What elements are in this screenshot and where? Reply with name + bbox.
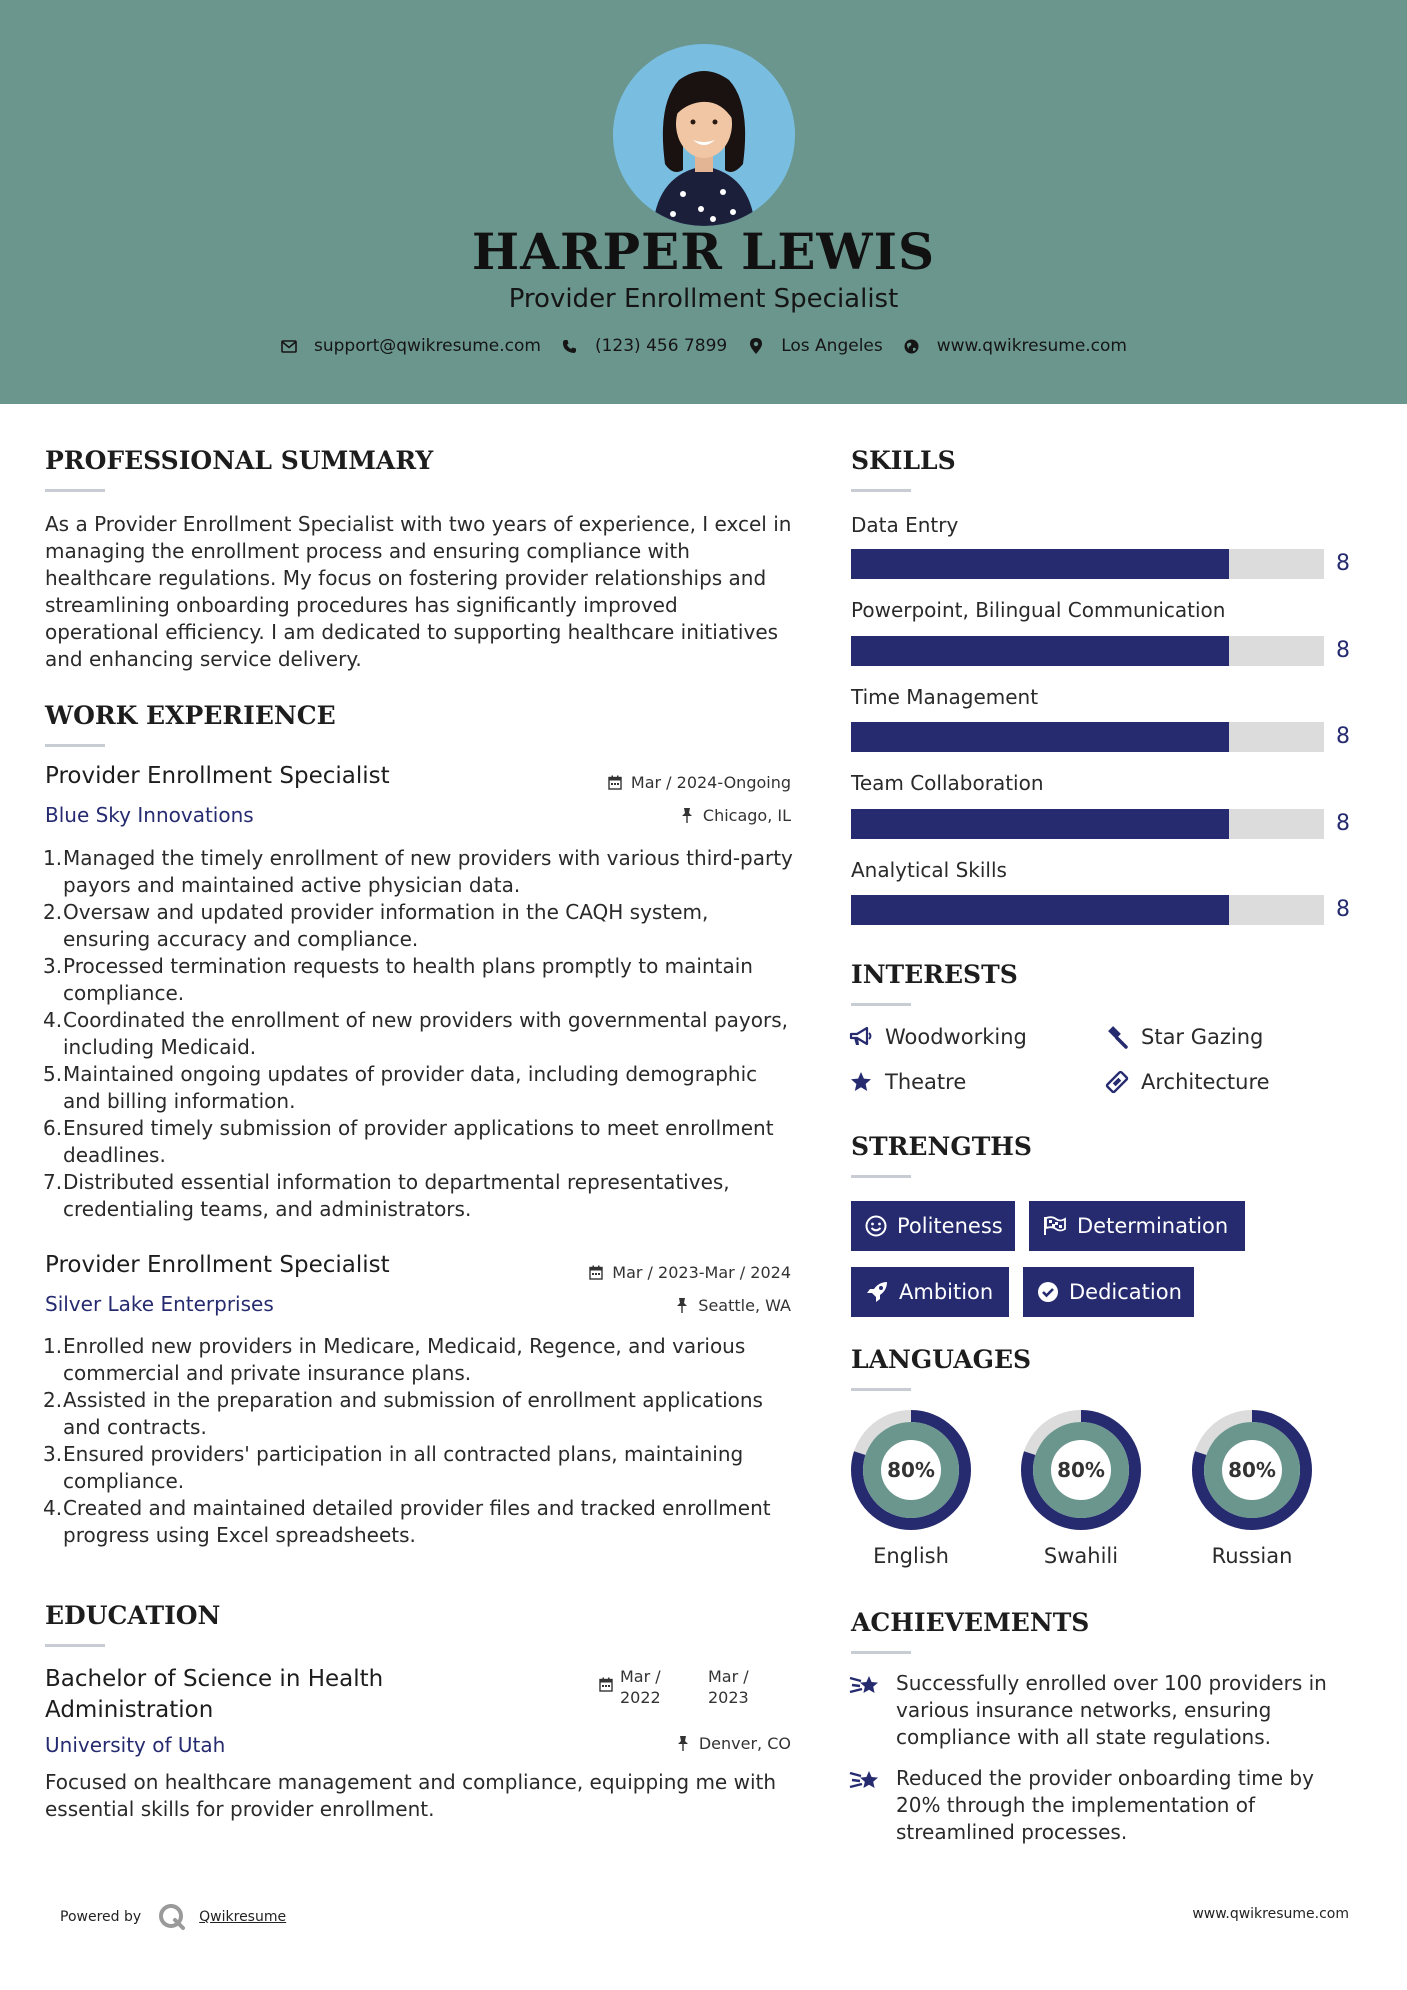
skill-bar-fill bbox=[851, 636, 1229, 666]
skill-value: 8 bbox=[1336, 897, 1350, 922]
experience-heading: WORK EXPERIENCE bbox=[45, 701, 336, 730]
check-circle-icon bbox=[1037, 1280, 1059, 1304]
list-item: 6. Ensured timely submission of provider applications to meet enrollment deadlines. bbox=[43, 1116, 774, 1167]
footer-powered-by bbox=[60, 1902, 286, 1932]
education-school: University of Utah bbox=[45, 1733, 226, 1757]
skills-heading-rule bbox=[851, 489, 911, 492]
skill-bar-fill bbox=[851, 722, 1229, 752]
job-1-title: Provider Enrollment Specialist bbox=[45, 763, 390, 789]
envelope-icon bbox=[280, 337, 298, 355]
interest-item bbox=[1105, 1070, 1270, 1094]
calendar-icon bbox=[607, 775, 623, 791]
gavel-icon bbox=[1105, 1025, 1129, 1049]
shooting-star-icon bbox=[848, 1765, 882, 1799]
interests-heading-rule bbox=[851, 1003, 911, 1006]
skill-value: 8 bbox=[1336, 551, 1350, 576]
star-icon bbox=[849, 1070, 873, 1094]
calendar-icon bbox=[598, 1676, 614, 1692]
job-1-location bbox=[679, 806, 791, 825]
pushpin-icon bbox=[675, 1736, 691, 1752]
languages-heading: LANGUAGES bbox=[851, 1345, 1032, 1374]
job-2-dates bbox=[588, 1263, 791, 1282]
achievement-item bbox=[848, 1670, 1358, 1751]
language-name: Russian bbox=[1211, 1544, 1293, 1568]
skill-bar bbox=[851, 549, 1324, 579]
list-item: 3. Processed termination requests to health plans promptly to maintain compliance. bbox=[43, 954, 753, 1005]
interest-label: Theatre bbox=[885, 1070, 967, 1094]
language-name: Swahili bbox=[1043, 1544, 1119, 1568]
skill-bar bbox=[851, 809, 1324, 839]
skill-value: 8 bbox=[1336, 811, 1350, 836]
calendar-icon bbox=[588, 1265, 604, 1281]
candidate-name: HARPER LEWIS bbox=[471, 222, 936, 281]
list-item: 4. Coordinated the enrollment of new providers with governmental payors, including Medicaid. bbox=[43, 1008, 788, 1059]
strength-label: Ambition bbox=[899, 1280, 994, 1304]
list-item: 2. Assisted in the preparation and submission of enrollment applications and contracts. bbox=[43, 1388, 763, 1439]
job-2-title: Provider Enrollment Specialist bbox=[45, 1252, 390, 1278]
rocket-icon bbox=[865, 1280, 889, 1304]
achievements-heading: ACHIEVEMENTS bbox=[851, 1608, 1090, 1637]
list-item: 1. Managed the timely enrollment of new providers with various third-party payors and maintained active physician data. bbox=[43, 846, 793, 897]
education-degree: Bachelor of Science in Health Administration bbox=[45, 1666, 384, 1723]
interest-label: Star Gazing bbox=[1141, 1025, 1264, 1049]
ticket-icon bbox=[1105, 1070, 1129, 1094]
summary-heading-rule bbox=[45, 489, 105, 492]
megaphone-icon bbox=[849, 1025, 873, 1049]
language-item bbox=[841, 1408, 981, 1568]
pushpin-icon bbox=[679, 808, 695, 824]
education-location-text: Denver, CO bbox=[698, 1734, 791, 1753]
skill-bar-fill bbox=[851, 895, 1229, 925]
language-item bbox=[1182, 1408, 1322, 1568]
job-2-company: Silver Lake Enterprises bbox=[45, 1292, 274, 1316]
job-1-company: Blue Sky Innovations bbox=[45, 803, 254, 827]
contact-phone[interactable] bbox=[561, 336, 727, 356]
interest-item bbox=[849, 1070, 966, 1094]
education-heading: EDUCATION bbox=[45, 1601, 221, 1630]
qwikresume-brand-link[interactable]: Qwikresume bbox=[199, 1909, 287, 1925]
profile-photo bbox=[613, 44, 795, 226]
strength-badge bbox=[1029, 1201, 1245, 1251]
contact-email[interactable] bbox=[280, 336, 541, 356]
skill-label: Time Management bbox=[851, 685, 1039, 709]
strength-label: Dedication bbox=[1069, 1280, 1182, 1304]
strength-label: Politeness bbox=[897, 1214, 1003, 1238]
contact-bar bbox=[0, 336, 1407, 356]
strength-badge bbox=[851, 1267, 1009, 1317]
skill-label: Data Entry bbox=[851, 513, 959, 537]
languages-heading-rule bbox=[851, 1388, 911, 1391]
interests-heading: INTERESTS bbox=[851, 960, 1018, 989]
list-item: 4. Created and maintained detailed provider files and tracked enrollment progress using Excel spreadsheets. bbox=[43, 1496, 771, 1547]
skill-value: 8 bbox=[1336, 724, 1350, 749]
job-2-location bbox=[674, 1296, 791, 1315]
job-1-dates-text: Mar / 2024-Ongoing bbox=[630, 773, 791, 792]
education-end: Mar / 2023 bbox=[708, 1667, 749, 1707]
skill-bar-fill bbox=[851, 549, 1229, 579]
qwikresume-logo-icon bbox=[157, 1902, 187, 1932]
education-start: Mar / 2022 bbox=[620, 1667, 661, 1707]
list-item: 3. Ensured providers' participation in all contracted plans, maintaining compliance. bbox=[43, 1442, 744, 1493]
skill-bar bbox=[851, 636, 1324, 666]
language-ring bbox=[1019, 1408, 1143, 1532]
interest-label: Woodworking bbox=[885, 1025, 1027, 1049]
list-item: 5. Maintained ongoing updates of provider data, including demographic and billing information. bbox=[43, 1062, 758, 1113]
globe-icon bbox=[903, 337, 921, 355]
language-ring bbox=[1190, 1408, 1314, 1532]
language-percent: 80% bbox=[1228, 1458, 1276, 1482]
job-2-location-text: Seattle, WA bbox=[698, 1296, 791, 1315]
strength-label: Determination bbox=[1077, 1214, 1229, 1238]
list-item: 2. Oversaw and updated provider information in the CAQH system, ensuring accuracy and compliance. bbox=[43, 900, 709, 951]
summary-heading: PROFESSIONAL SUMMARY bbox=[45, 446, 434, 475]
achievements-heading-rule bbox=[851, 1651, 911, 1654]
skill-label: Analytical Skills bbox=[851, 858, 1007, 882]
achievement-text: Reduced the provider onboarding time by 20% through the implementation of streamlined processes. bbox=[896, 1766, 1314, 1844]
summary-text: As a Provider Enrollment Specialist with two years of experience, I excel in managing the enrollment process and ensuring compliance with healthcare regulations. My focus on fostering provider relationships and streamlining onboarding procedures has significantly improved operational efficiency. I am dedicated to supporting healthcare initiatives and enhancing service delivery. bbox=[45, 512, 792, 671]
header-banner bbox=[0, 0, 1407, 404]
contact-email-text: support@qwikresume.com bbox=[314, 336, 541, 356]
interest-label: Architecture bbox=[1141, 1070, 1270, 1094]
job-2-dates-text: Mar / 2023-Mar / 2024 bbox=[612, 1263, 791, 1282]
job-2-bullets bbox=[45, 1333, 800, 1549]
job-1-location-text: Chicago, IL bbox=[702, 806, 791, 825]
powered-by-label: Powered by bbox=[60, 1909, 142, 1925]
education-description: Focused on healthcare management and compliance, equipping me with essential skills for provider enrollment. bbox=[45, 1770, 777, 1821]
skill-value: 8 bbox=[1336, 638, 1350, 663]
language-percent: 80% bbox=[887, 1458, 935, 1482]
contact-website-text: www.qwikresume.com bbox=[936, 336, 1127, 356]
map-marker-icon bbox=[747, 337, 765, 355]
flag-icon bbox=[1043, 1214, 1067, 1238]
interest-item bbox=[1105, 1025, 1263, 1049]
strengths-heading-rule bbox=[851, 1175, 911, 1178]
contact-location-text: Los Angeles bbox=[781, 336, 883, 356]
education-heading-rule bbox=[45, 1644, 105, 1647]
phone-icon bbox=[561, 337, 579, 355]
strengths-heading: STRENGTHS bbox=[851, 1132, 1032, 1161]
strength-badge bbox=[851, 1201, 1015, 1251]
achievement-text: Successfully enrolled over 100 providers in various insurance networks, ensuring compliance with all state regulations. bbox=[896, 1671, 1327, 1749]
education-location bbox=[675, 1734, 791, 1753]
list-item: 1. Enrolled new providers in Medicare, Medicaid, Regence, and various commercial and private insurance plans. bbox=[43, 1334, 746, 1385]
language-name: English bbox=[873, 1544, 949, 1568]
skill-bar bbox=[851, 895, 1324, 925]
list-item: 7. Distributed essential information to departmental representatives, credentialing teams, and administrators. bbox=[43, 1170, 730, 1221]
skill-bar bbox=[851, 722, 1324, 752]
job-1-dates bbox=[607, 773, 791, 792]
shooting-star-icon bbox=[848, 1670, 882, 1704]
contact-website[interactable] bbox=[903, 336, 1127, 356]
skills-heading: SKILLS bbox=[851, 446, 956, 475]
smile-icon bbox=[865, 1214, 887, 1238]
candidate-role: Provider Enrollment Specialist bbox=[508, 284, 899, 314]
footer-url[interactable]: www.qwikresume.com bbox=[1192, 1906, 1349, 1922]
education-dates bbox=[598, 1666, 749, 1708]
job-1-bullets bbox=[45, 845, 800, 1223]
pushpin-icon bbox=[674, 1298, 690, 1314]
interest-item bbox=[849, 1025, 1027, 1049]
strength-badge bbox=[1023, 1267, 1194, 1317]
language-percent: 80% bbox=[1057, 1458, 1105, 1482]
experience-heading-rule bbox=[45, 744, 105, 747]
skill-label: Team Collaboration bbox=[851, 771, 1044, 795]
achievement-item bbox=[848, 1765, 1358, 1846]
contact-phone-text: (123) 456 7899 bbox=[594, 336, 728, 356]
skill-bar-fill bbox=[851, 809, 1229, 839]
language-item bbox=[1011, 1408, 1151, 1568]
skill-label: Powerpoint, Bilingual Communication bbox=[851, 598, 1226, 622]
contact-location bbox=[747, 336, 883, 356]
language-ring bbox=[849, 1408, 973, 1532]
